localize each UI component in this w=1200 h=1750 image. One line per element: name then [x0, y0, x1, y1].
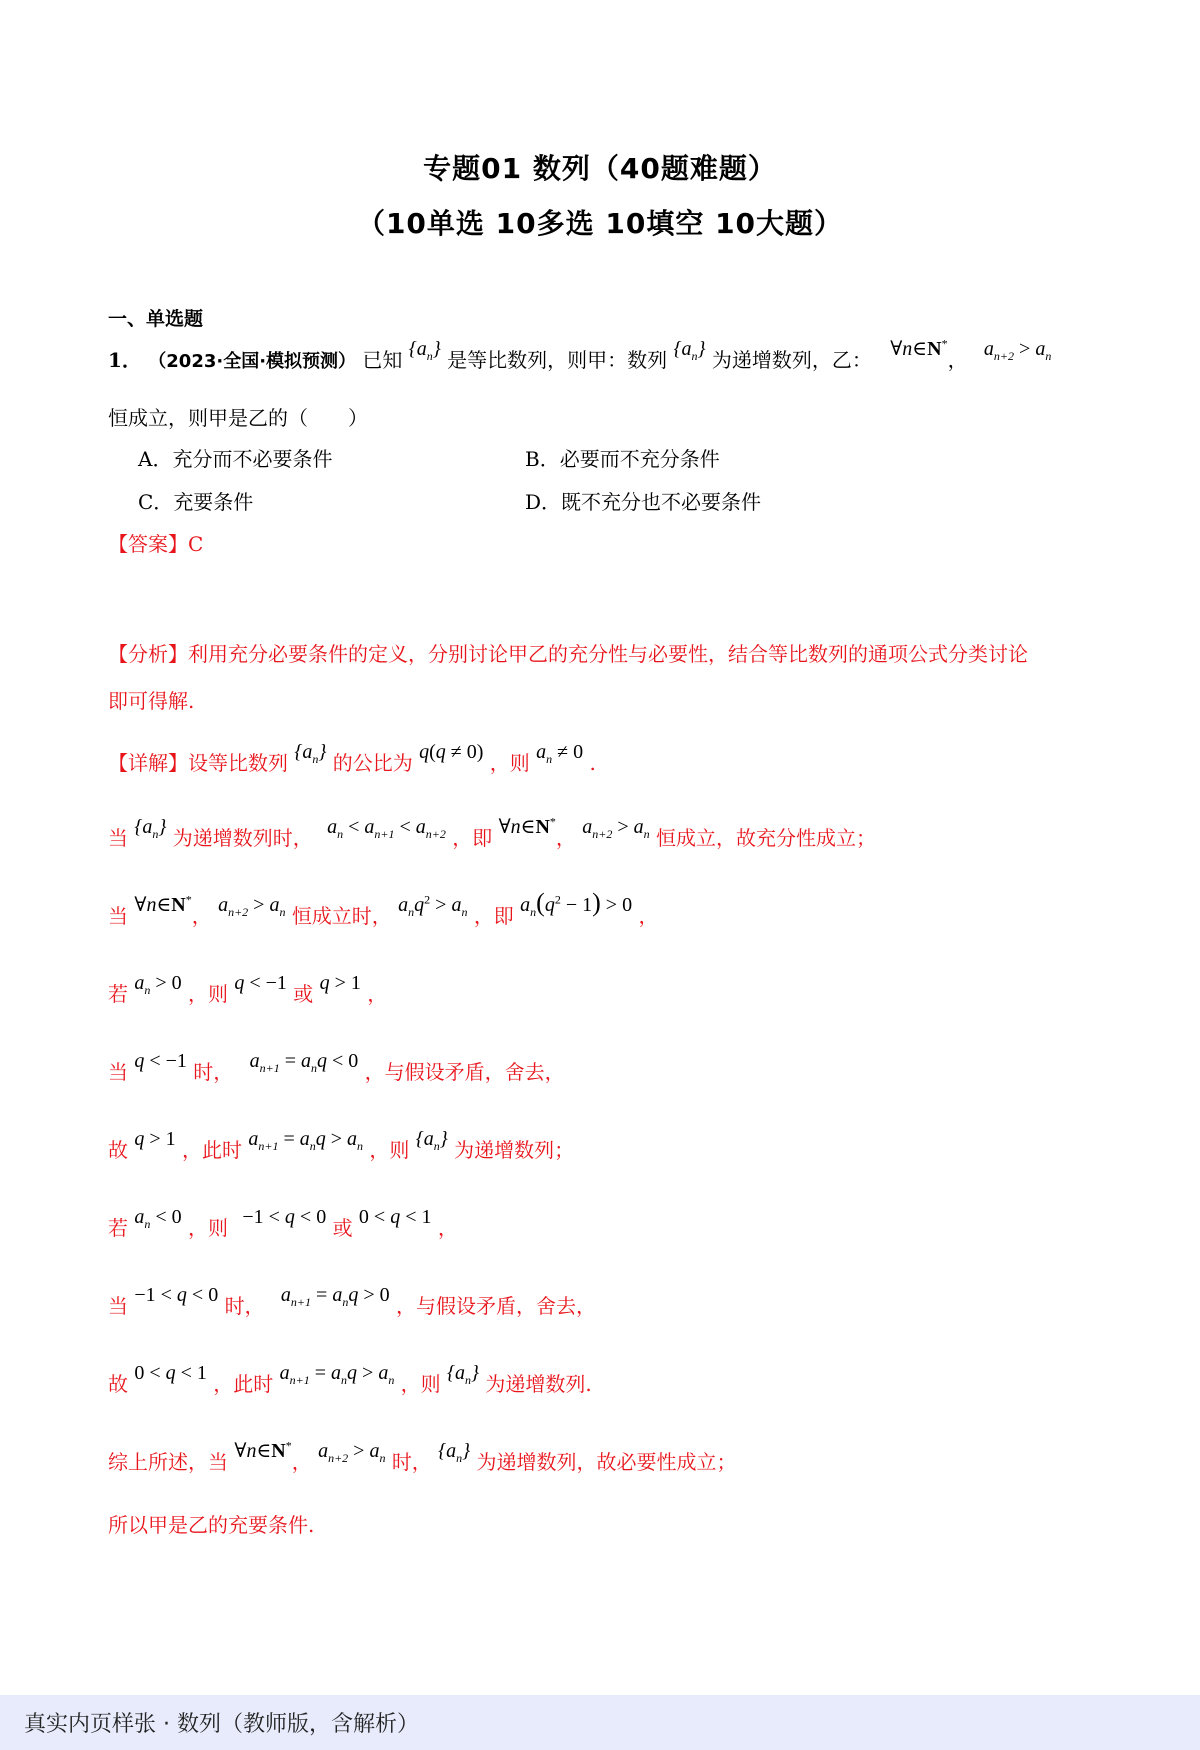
math-forall-n: ∀n∈N*: [890, 336, 948, 360]
math-an1-gt-0: $a_{n+1} = a_nq > 0$: [280, 1284, 390, 1309]
analysis-line-1: [108, 638, 1028, 667]
math-forall-n: ∀n∈N*: [498, 814, 556, 838]
question-source: （2023·全国·模拟预测）: [148, 351, 357, 372]
detail-line-8: 当 −1 < q < 0 时， $a_{n+1} = a_nq > 0$ ，与假设矛盾，舍去，: [108, 1284, 596, 1318]
math-neg1-lt-q-lt-0: −1 < q < 0: [134, 1284, 219, 1306]
math-forall-n: ∀n∈N*: [134, 892, 192, 916]
math-an-chain: $a_n < a_{n+1} < a_{n+2}$: [327, 816, 446, 841]
question-text-1: 已知: [362, 348, 403, 372]
detail-line-10: 综上所述，当 ∀n∈N*， $a_{n+2} > a_n$ 时， $\{a_n\}$ 为递增数列，故必要性成立；: [108, 1438, 737, 1474]
math-an-neq-0: $a_n \ne 0$: [536, 741, 584, 766]
detail-line-3: 当 ∀n∈N*， $a_{n+2} > a_n$ 恒成立时， $a_nq^2 > a_n$ ，即 $a_n(q^2 - 1) > 0$ ，: [108, 888, 659, 928]
option-b: B．必要而不充分条件: [525, 447, 720, 471]
detail-line-6: 故 q > 1 ，此时 $a_{n+1} = a_nq > a_n$ ，则 $\{a_n\}$ 为递增数列；: [108, 1128, 575, 1162]
math-an1-gt-an: $a_{n+1} = a_nq > a_n$: [279, 1362, 395, 1387]
question-stem: 1． （2023·全国·模拟预测） 已知 $\{a_n\}$ 是等比数列，则甲：数列 $\{a_n\}$ 为递增数列，乙： ∀n∈N*， $a_{n+2} > a_n$: [108, 336, 1052, 372]
math-an2-gt-an: $a_{n+2} > a_n$: [318, 1440, 386, 1465]
detail-line-1: 【详解】设等比数列 $\{a_n\}$ 的公比为 q(q ≠ 0) ，则 $a_n \ne 0$ .: [108, 741, 596, 775]
math-seq-an: $\{a_n\}$: [294, 741, 327, 766]
detail-line-7: 若 $a_n < 0$ ，则 −1 < q < 0 或 0 < q < 1 ，: [108, 1206, 458, 1240]
detail-line-11: 所以甲是乙的充要条件.: [108, 1513, 315, 1537]
math-an-q2-minus-1: $a_n(q^2 - 1) > 0$: [520, 888, 633, 919]
footer-bar: [0, 1695, 1200, 1750]
math-seq-an: $\{a_n\}$: [415, 1128, 448, 1153]
math-neg1-lt-q-lt-0: −1 < q < 0: [242, 1206, 327, 1228]
math-0-lt-q-lt-1: 0 < q < 1: [358, 1206, 432, 1228]
analysis-text: 利用充分必要条件的定义，分别讨论甲乙的充分性与必要性，结合等比数列的通项公式分类讨论: [188, 642, 1028, 666]
math-an2-gt-an: $a_{n+2} > a_n$: [218, 894, 286, 919]
section-heading: 一、单选题: [108, 308, 204, 330]
answer-value: C: [188, 532, 204, 556]
detail-line-4: 若 $a_n > 0$ ，则 q < −1 或 q > 1 ，: [108, 972, 388, 1006]
math-seq-an: $\{a_n\}$: [673, 338, 706, 363]
answer-label: 【答案】: [108, 532, 188, 556]
option-d: D．既不充分也不必要条件: [525, 490, 762, 514]
math-seq-an: $\{a_n\}$: [134, 816, 167, 841]
math-an1-lt-0: $a_{n+1} = a_nq < 0$: [249, 1050, 359, 1075]
option-a: A．充分而不必要条件: [138, 447, 333, 471]
math-an2-gt-an: $a_{n+2} > a_n$: [983, 338, 1052, 363]
footer-text: 真实内页样张 · 数列（教师版，含解析）: [24, 1712, 419, 1737]
math-forall-n: ∀n∈N*: [234, 1438, 292, 1462]
detail-line-5: 当 q < −1 时， $a_{n+1} = a_nq < 0$ ，与假设矛盾，舍去，: [108, 1050, 565, 1084]
math-seq-an: $\{a_n\}$: [447, 1362, 480, 1387]
math-an2-gt-an: $a_{n+2} > a_n$: [582, 816, 650, 841]
math-q-lt-neg1: q < −1: [234, 972, 287, 994]
answer-line: [108, 528, 203, 557]
detail-line-9: 故 0 < q < 1 ，此时 $a_{n+1} = a_nq > a_n$ ，则 $\{a_n\}$ 为递增数列.: [108, 1362, 592, 1396]
math-an-lt-0: $a_n < 0$: [134, 1206, 182, 1231]
detail-line-2: 当 $\{a_n\}$ 为递增数列时， $a_n < a_{n+1} < a_{n+2}$ ，即 ∀n∈N*， $a_{n+2} > a_n$ 恒成立，故充分性成立；: [108, 814, 877, 850]
detail-label: 【详解】: [108, 751, 188, 775]
math-q-neq-0: q(q ≠ 0): [419, 741, 484, 763]
analysis-label: 【分析】: [108, 642, 188, 666]
question-text-2: 是等比数列，则甲：数列: [447, 348, 668, 372]
math-anq2-gt-an: $a_nq^2 > a_n$: [398, 892, 468, 919]
math-an1-gt-an: $a_{n+1} = a_nq > a_n$: [248, 1128, 364, 1153]
option-c: C．充要条件: [138, 490, 254, 514]
question-number: 1．: [108, 348, 142, 372]
math-seq-an: $\{a_n\}$: [408, 338, 441, 363]
math-q-gt-1: q > 1: [319, 972, 361, 994]
analysis-line-2: 即可得解.: [108, 689, 195, 713]
page-title: 专题01 数列（40题难题）: [423, 152, 777, 185]
math-an-gt-0: $a_n > 0$: [134, 972, 182, 997]
math-q-lt-neg1: q < −1: [134, 1050, 187, 1072]
question-line-2: 恒成立，则甲是乙的（ ）: [108, 406, 368, 430]
question-text-3: 为递增数列，乙：: [711, 348, 872, 372]
math-q-gt-1: q > 1: [134, 1128, 176, 1150]
math-seq-an: $\{a_n\}$: [438, 1440, 471, 1465]
page-subtitle: （10单选 10多选 10填空 10大题）: [356, 207, 844, 240]
math-0-lt-q-lt-1: 0 < q < 1: [134, 1362, 207, 1384]
